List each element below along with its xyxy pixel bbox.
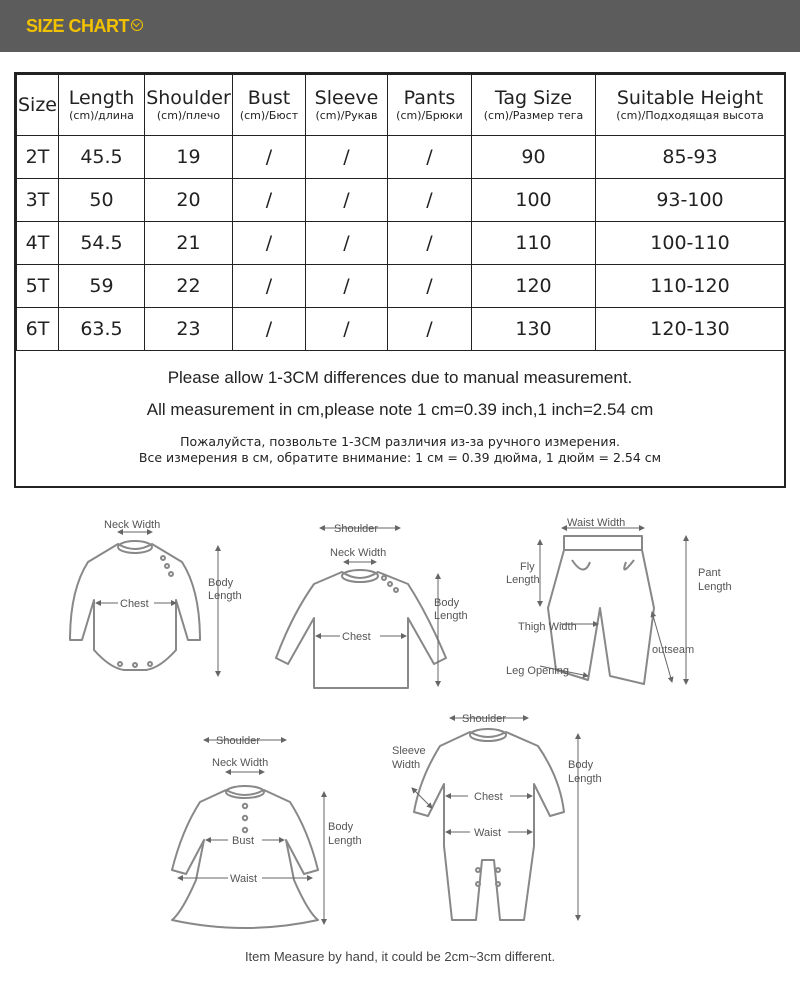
table-row bbox=[17, 222, 785, 265]
label-body-2: Length bbox=[208, 590, 242, 602]
table-cell: / bbox=[306, 308, 388, 351]
label-shoulder: Shoulder bbox=[216, 735, 261, 747]
table-cell: 110-120 bbox=[596, 265, 785, 308]
table-cell: 5T bbox=[17, 265, 59, 308]
table-cell: / bbox=[306, 136, 388, 179]
table-cell: 100 bbox=[472, 179, 596, 222]
dress-icon bbox=[172, 786, 318, 928]
table-cell: 130 bbox=[472, 308, 596, 351]
table-row bbox=[17, 136, 785, 179]
label-neck-width: Neck Width bbox=[104, 519, 161, 531]
label-fly-1: Fly bbox=[520, 561, 535, 573]
table-cell: 63.5 bbox=[59, 308, 145, 351]
column-header bbox=[59, 75, 145, 136]
table-row bbox=[17, 308, 785, 351]
table-cell: / bbox=[388, 136, 472, 179]
table-cell: / bbox=[306, 179, 388, 222]
shirt-icon bbox=[276, 570, 446, 688]
table-cell: 23 bbox=[145, 308, 233, 351]
romper-icon bbox=[414, 729, 564, 920]
column-header bbox=[17, 75, 59, 136]
note-line-3: Пожалуйста, позвольте 1-3CM различия из-за ручного измерения. bbox=[180, 434, 620, 449]
column-header bbox=[472, 75, 596, 136]
column-header bbox=[306, 75, 388, 136]
label-pant-1: Pant bbox=[698, 567, 721, 579]
note-line-1: Please allow 1-3CM differences due to manual measurement. bbox=[167, 368, 633, 387]
table-cell: 54.5 bbox=[59, 222, 145, 265]
table-cell: 45.5 bbox=[59, 136, 145, 179]
column-header-sublabel: (cm)/длина bbox=[69, 109, 134, 122]
label-sleeve-2: Width bbox=[392, 759, 421, 771]
column-header-label: Sleeve bbox=[314, 87, 379, 109]
column-header-label: Pants bbox=[403, 87, 456, 109]
table-header-row bbox=[17, 75, 785, 136]
label-chest: Chest bbox=[474, 791, 503, 803]
table-cell: 93-100 bbox=[596, 179, 785, 222]
column-header bbox=[596, 75, 785, 136]
label-neck-width: Neck Width bbox=[330, 547, 387, 559]
table-cell: 59 bbox=[59, 265, 145, 308]
chevron-down-icon bbox=[131, 19, 143, 31]
label-body-1: Body bbox=[328, 821, 354, 833]
size-chart-box bbox=[14, 72, 786, 488]
label-waist: Waist bbox=[230, 873, 258, 885]
table-cell: 120 bbox=[472, 265, 596, 308]
table-cell: 85-93 bbox=[596, 136, 785, 179]
label-outseam: outseam bbox=[652, 644, 695, 656]
column-header-label: Tag Size bbox=[494, 87, 573, 109]
label-body-1: Body bbox=[568, 759, 594, 771]
table-cell: / bbox=[388, 265, 472, 308]
table-cell: / bbox=[388, 222, 472, 265]
label-shoulder: Shoulder bbox=[462, 713, 507, 725]
column-header-label: Suitable Height bbox=[616, 87, 764, 109]
column-header-sublabel: (cm)/Брюки bbox=[396, 109, 463, 122]
column-header-sublabel: (cm)/плечо bbox=[156, 109, 221, 122]
table-cell: / bbox=[233, 308, 306, 351]
note-line-2: All measurement in cm,please note 1 cm=0.39 inch,1 inch=2.54 cm bbox=[146, 400, 654, 419]
label-body-1: Body bbox=[434, 597, 460, 609]
table-cell: / bbox=[233, 222, 306, 265]
column-header-sublabel: (cm)/Рукав bbox=[315, 109, 378, 122]
note-line-4: Все измерения в см, обратите внимание: 1 см = 0.39 дюйма, 1 дюйм = 2.54 см bbox=[138, 450, 662, 465]
column-header-label: Length bbox=[68, 87, 135, 109]
table-cell: 4T bbox=[17, 222, 59, 265]
size-table bbox=[16, 74, 785, 351]
table-cell: 19 bbox=[145, 136, 233, 179]
table-cell: / bbox=[306, 265, 388, 308]
label-thigh-width: Thigh Width bbox=[518, 621, 577, 633]
column-header-label: Shoulder bbox=[146, 87, 231, 109]
measurement-notes bbox=[16, 350, 784, 486]
column-header-sublabel: (cm)/Подходящая высота bbox=[616, 109, 764, 122]
table-cell: / bbox=[388, 179, 472, 222]
label-sleeve-1: Sleeve bbox=[392, 745, 426, 757]
label-fly-2: Length bbox=[506, 574, 540, 586]
label-bust: Bust bbox=[232, 835, 255, 847]
label-neck-width: Neck Width bbox=[212, 757, 269, 769]
table-cell: 21 bbox=[145, 222, 233, 265]
table-cell: 50 bbox=[59, 179, 145, 222]
label-shoulder: Shoulder bbox=[334, 523, 379, 535]
label-body-2: Length bbox=[434, 610, 468, 622]
table-cell: / bbox=[306, 222, 388, 265]
label-waist: Waist bbox=[474, 827, 502, 839]
table-cell: 6T bbox=[17, 308, 59, 351]
column-header-sublabel: (cm)/Размер тега bbox=[483, 109, 584, 122]
table-cell: / bbox=[233, 136, 306, 179]
table-cell: 22 bbox=[145, 265, 233, 308]
note-russian bbox=[16, 434, 784, 466]
measurement-diagrams bbox=[0, 500, 800, 940]
column-header bbox=[388, 75, 472, 136]
pants-icon bbox=[548, 536, 654, 684]
page-title: SIZE CHART bbox=[26, 16, 129, 36]
label-body-2: Length bbox=[568, 773, 602, 785]
label-chest: Chest bbox=[120, 598, 149, 610]
label-body-2: Length bbox=[328, 835, 362, 847]
header-bar bbox=[0, 0, 800, 52]
table-row bbox=[17, 179, 785, 222]
column-header bbox=[233, 75, 306, 136]
label-waist-width: Waist Width bbox=[567, 517, 626, 529]
footer-note: Item Measure by hand, it could be 2cm~3cm different. bbox=[244, 949, 556, 964]
table-row bbox=[17, 265, 785, 308]
table-cell: 3T bbox=[17, 179, 59, 222]
table-cell: 20 bbox=[145, 179, 233, 222]
label-leg-opening: Leg Opening bbox=[506, 665, 569, 677]
column-header-label: Bust bbox=[247, 87, 291, 109]
column-header-label: Size bbox=[17, 94, 57, 116]
column-header-sublabel: (cm)/Бюст bbox=[239, 109, 299, 122]
table-cell: 110 bbox=[472, 222, 596, 265]
table-cell: 2T bbox=[17, 136, 59, 179]
table-cell: / bbox=[388, 308, 472, 351]
table-cell: 120-130 bbox=[596, 308, 785, 351]
column-header bbox=[145, 75, 233, 136]
table-cell: / bbox=[233, 179, 306, 222]
table-cell: / bbox=[233, 265, 306, 308]
table-cell: 100-110 bbox=[596, 222, 785, 265]
label-pant-2: Length bbox=[698, 581, 732, 593]
label-body-1: Body bbox=[208, 577, 234, 589]
table-cell: 90 bbox=[472, 136, 596, 179]
label-chest: Chest bbox=[342, 631, 371, 643]
